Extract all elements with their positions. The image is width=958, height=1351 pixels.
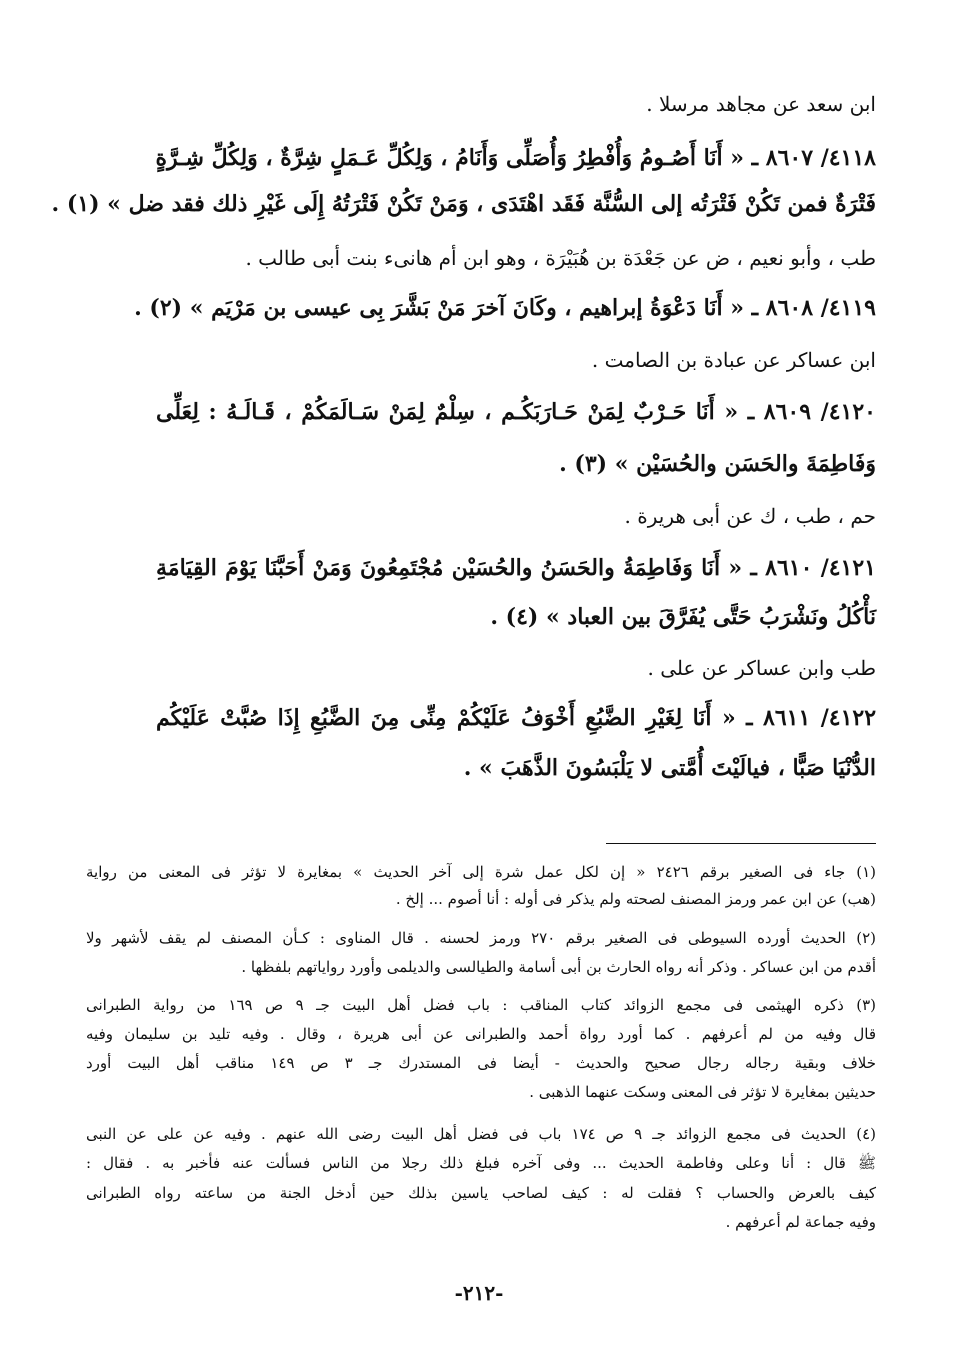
footnote-line: ﷺ قال : أنا وعلى وفاطمة الحديث ... وفى آخره فبلغ ذلك رجلا من الناس فسألت عنه فأخبر به . فقال : [86, 1154, 876, 1172]
source-line: ابن سعد عن مجاهد مرسلا . [646, 92, 876, 116]
hadith-line: ٤١٢١/ ٨٦١٠ ـ « أَنَا وَفَاطِمَةُ والحَسَنُ والحُسَيْن مُجْتَمِعُونَ وَمَنْ أَحَبَّنَا يَوْمَ القِيَامَةِ [156, 555, 876, 581]
footnote-line: كيف بالعرض والحساب ؟ فقلت له : كيف لصاحب ياسين بذلك حين أدخل الجنة من ساعته رواه الطبرانى [86, 1184, 876, 1202]
footnote-line: قال وفيه من لم أعرفهم . كما أورد رواة أحمد والطبرانى عن أبى هريرة ، وقال . وفيه تليد بن سليمان وفيه [86, 1025, 876, 1043]
hadith-line: وَفَاطِمَةَ والحَسَن والحُسَيْن » (٣) . [559, 451, 876, 477]
hadith-line: فَتْرَةٌ فمن تَكُنْ فَتْرَتُه إلى السُّنَّة فَقَد اهْتَدَى ، وَمَنْ تَكُنْ فَتْرَتُهُ إِلَى غَيْرِ ذلك فقد ضل » (١) . [51, 191, 876, 217]
hadith-line: الدُّنْيَا صَبًّا ، فيالَيْتَ أُمَّتى لا يَلْبَسُونَ الذَّهَبَ » . [463, 755, 876, 781]
footnote-line: (١) جاء فى الصغير برقم ٢٤٢٦ « إن لكل عمل شرة إلى آخر الحديث » بمغايرة لا تؤثر فى المعنى من رواية [86, 863, 876, 881]
hadith-line: ٤١٢٢/ ٨٦١١ ـ « أَنَا لِغَيْرِ الضَّبُعِ أَخْوَفُ عَلَيْكُمْ مِنِّى مِنَ الضَّبُعِ إِذَا صُبَّتْ عَلَيْكُم [156, 705, 877, 731]
footnote-line: أقدم من ابن عساكر . وذكر أنه رواه الحارث بن أبى أسامة والطيالسى والديلمى وأورد رواياتهم بلفظها . [241, 958, 876, 976]
footnote-line: (٢) الحديث أورده السيوطى فى الصغير برقم ٢٧٠ ورمز لحسنه . قال المناوى : كـأن المصنف لم يقف لأشهر ولا [86, 929, 876, 947]
footnote-line: خلاف وبقية رجاله رجال صحيح والحديث - أيضا فى المستدرك جـ ٣ ص ١٤٩ مناقب أهل البيت أورد [86, 1054, 876, 1072]
hadith-line: ٤١١٨/ ٨٦٠٧ ـ « أَنَا أَصُـومُ وَأُفْطِرُ وَأُصَلِّى وَأَنَامُ ، وَلِكُلِّ عَـمَلٍ شِرَّةٌ ، وَلِكُلِّ شِـرَّةٍ [155, 145, 876, 171]
footnote-line: وفيه جماعة لم أعرفهم . [725, 1213, 876, 1231]
hadith-line: ٤١١٩/ ٨٦٠٨ ـ « أَنَا دَعْوَةُ إبراهيم ، وكَانَ آخرَ مَنْ بَشَّرَ بِى عيسى بن مَرْيَم » (٢) . [134, 295, 876, 321]
footnote-separator [606, 843, 876, 844]
source-line: ابن عساكر عن عبادة بن الصامت . [591, 348, 876, 372]
footnote-line: (هب) عن ابن عمر ورمز المصنف لصحته ولم يذكر فى أوله : أنا أصوم ... إلخ . [395, 890, 876, 908]
page-number: -٢١٢- [454, 1281, 504, 1305]
footnote-line: حديثين بمغايرة لا تؤثر فى المعنى وسكت عنهما الذهبى . [529, 1083, 876, 1101]
footnote-line: (٣) ذكره الهيثمى فى مجمع الزوائد كتاب المناقب : باب فضل أهل البيت جـ ٩ ص ١٦٩ من رواية الطبرانى [86, 996, 877, 1014]
source-line: حم ، طب ، ك عن أبى هريرة . [624, 504, 876, 528]
footnote-line: (٤) الحديث فى مجمع الزوائد جـ ٩ ص ١٧٤ باب فى فضل أهل البيت رضى الله عنهم . وفيه عن على عن النبى [86, 1125, 876, 1143]
source-line: طب وابن عساكر عن على . [647, 656, 876, 680]
source-line: طب ، وأبو نعيم ، ض عن جَعْدَة بن هُبَيْرَة ، وهو ابن أم هانىء بنت أبى طالب . [245, 246, 876, 270]
hadith-line: ٤١٢٠/ ٨٦٠٩ ـ « أَنَا حَـرْبٌ لِمَنْ حَـارَبَكُـم ، سِلْمٌ لِمَنْ سَـالَمَكُمْ ، قَـالَـهُ : لِعَلِّى [156, 399, 876, 425]
hadith-line: نَأْكُلُ ونَشْرَبُ حَتَّى يُفَرَّقَ بين العباد » (٤) . [490, 604, 876, 630]
